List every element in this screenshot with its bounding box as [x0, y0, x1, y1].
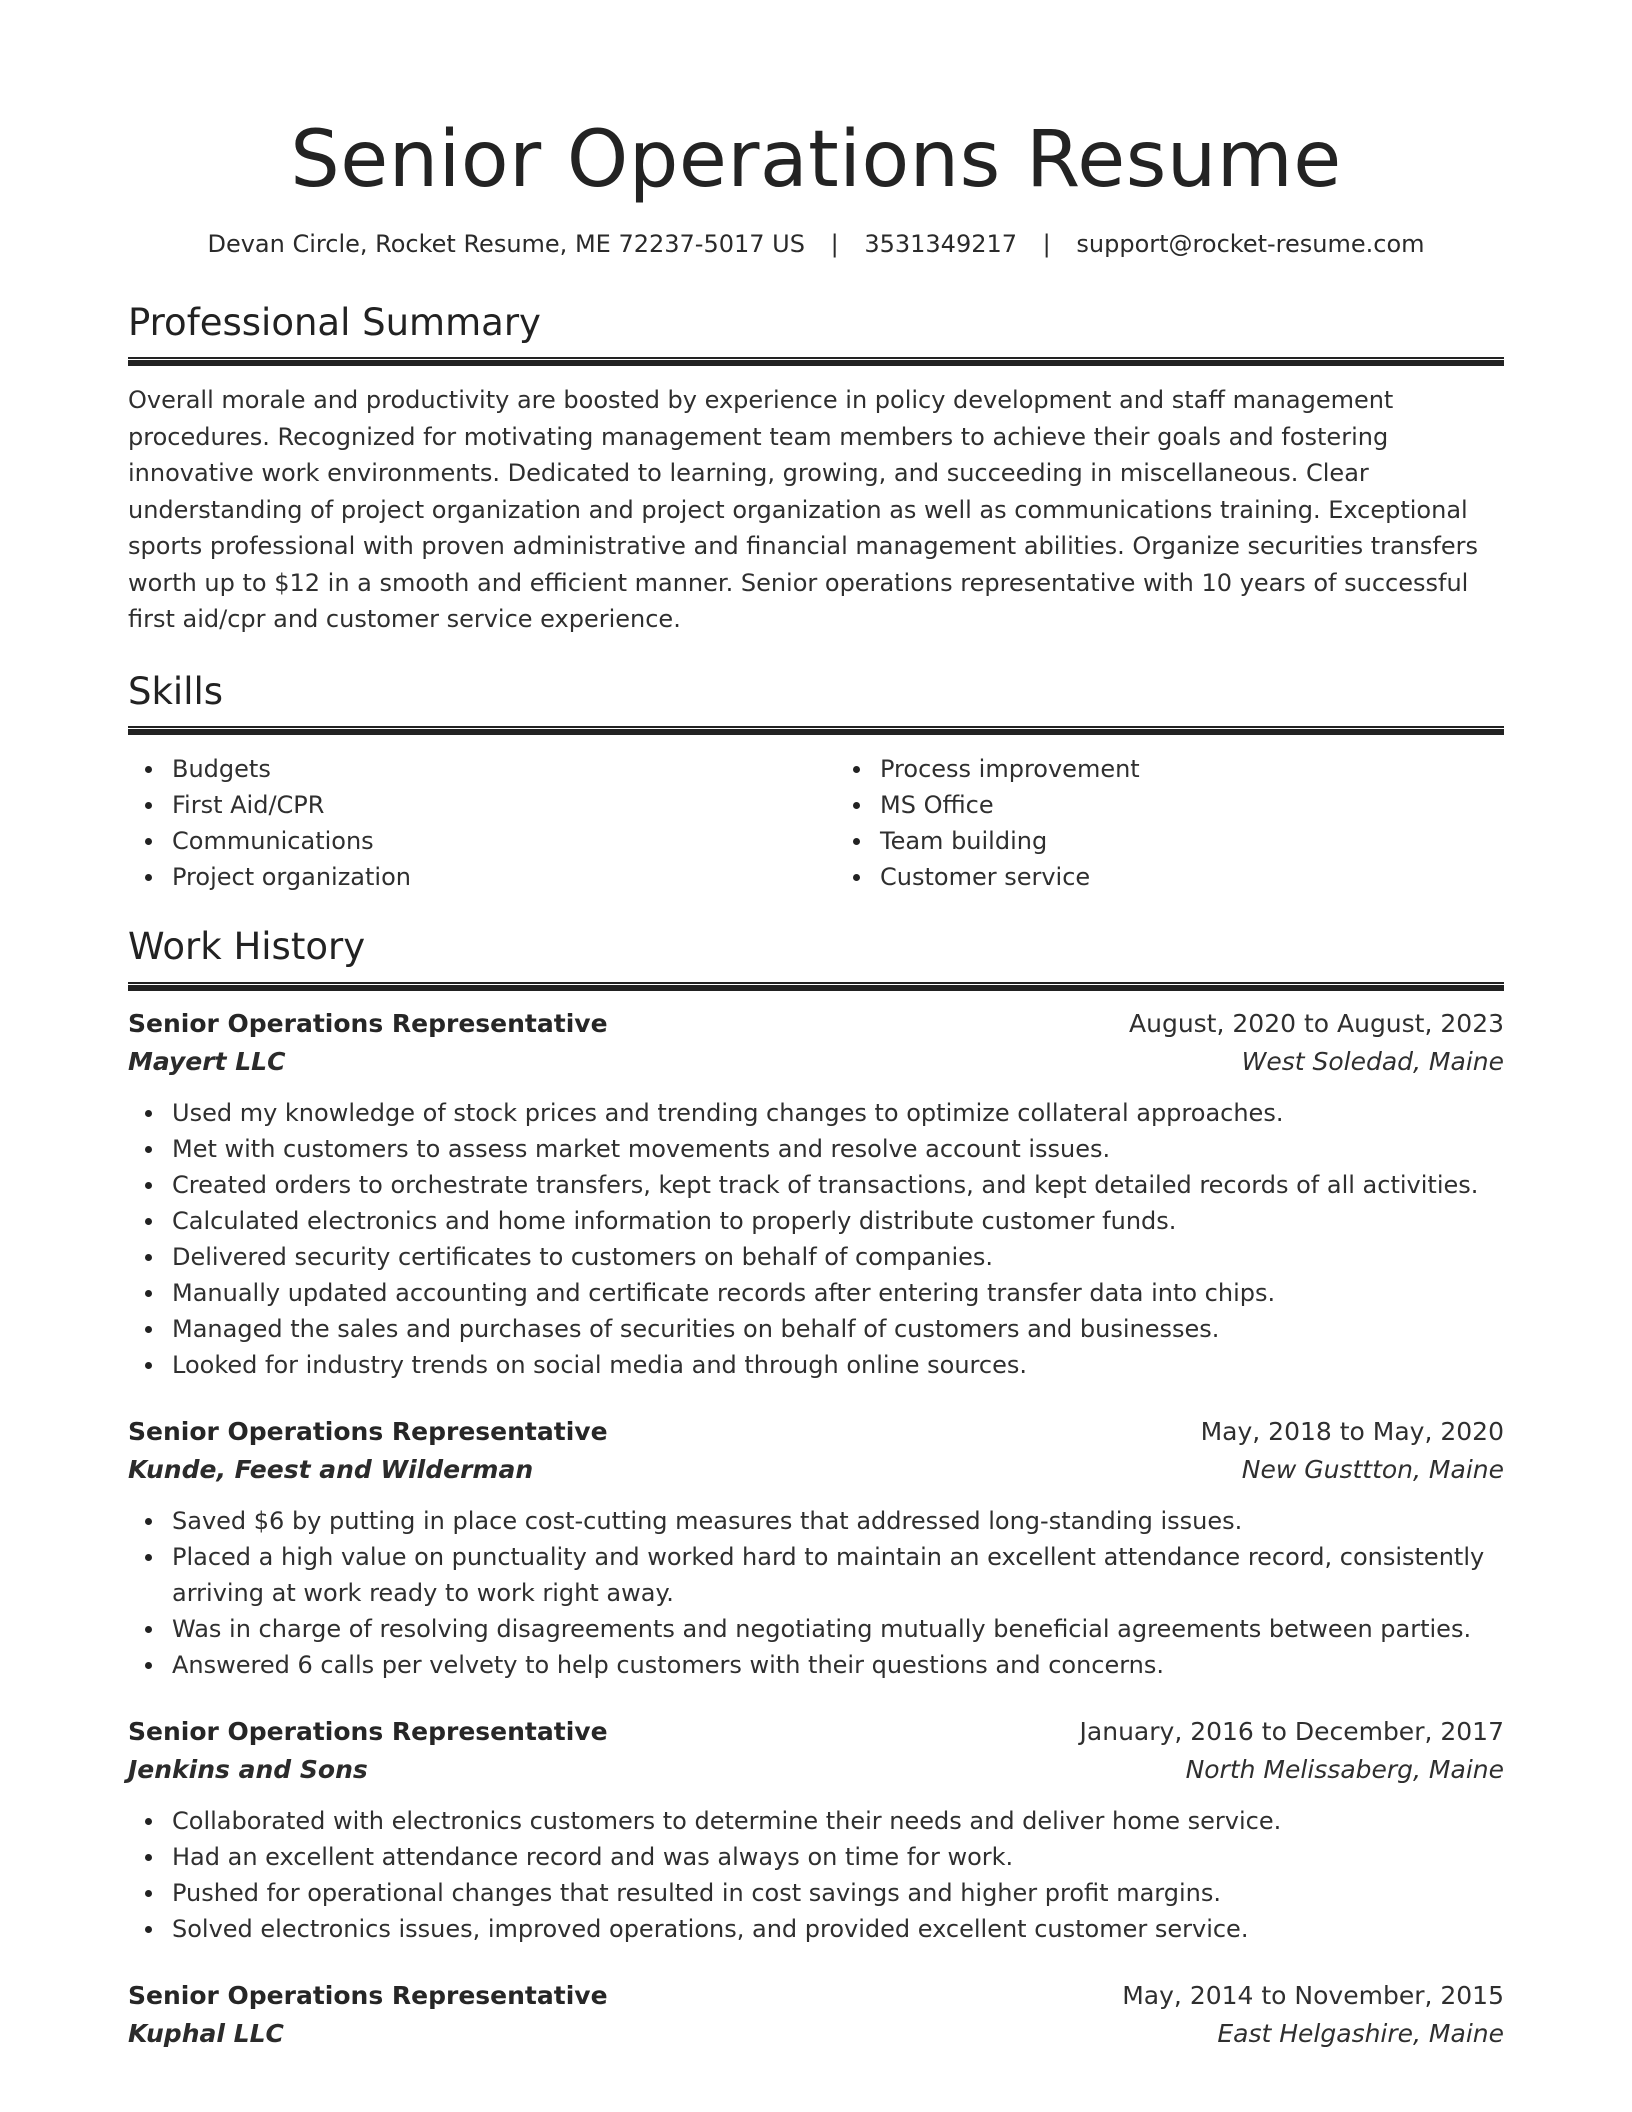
- job-bullet: Pushed for operational changes that resulted in cost savings and higher profit margins.: [172, 1875, 1504, 1911]
- job-bullet: Manually updated accounting and certificate records after entering transfer data into chips.: [172, 1275, 1504, 1311]
- job-dates: May, 2018 to May, 2020: [1200, 1417, 1504, 1447]
- job-bullets: [128, 1503, 1504, 1683]
- job-bullet: Met with customers to assess market movements and resolve account issues.: [172, 1131, 1504, 1167]
- skills-grid: [128, 751, 1504, 895]
- skills-list-left: [128, 751, 796, 895]
- job-header-row: [128, 1977, 1504, 2015]
- resume-title: Senior Operations Resume: [290, 115, 1342, 205]
- job-bullet: Delivered security certificates to customers on behalf of companies.: [172, 1239, 1504, 1275]
- skill-item: Team building: [880, 823, 1504, 859]
- skill-item: Budgets: [172, 751, 796, 787]
- skill-item: First Aid/CPR: [172, 787, 796, 823]
- job-title: Senior Operations Representative: [128, 1717, 608, 1747]
- company-name: Jenkins and Sons: [128, 1755, 368, 1785]
- professional-summary-text: Overall morale and productivity are boosted by experience in policy development and staff management procedures. Recognized for motivating management team members to achieve their goals and fostering innovative work environments. Dedicated to learning, growing, and succeeding in miscellaneous. Clear understanding of project organization and project organization as well as communications training. Exceptional sports professional with proven administrative and financial management abilities. Organize securities transfers worth up to $12 in a smooth and efficient manner. Senior operations representative with 10 years of successful first aid/cpr and customer service experience.: [128, 386, 1478, 634]
- job-dates: May, 2014 to November, 2015: [1122, 1981, 1504, 2011]
- contact-email: support@rocket-resume.com: [1076, 229, 1425, 258]
- job-entry: [128, 1005, 1504, 1383]
- job-bullets: [128, 1803, 1504, 1947]
- company-name: Kunde, Feest and Wilderman: [128, 1455, 534, 1485]
- job-company-row: [128, 1751, 1504, 1789]
- job-title: Senior Operations Representative: [128, 1981, 608, 2011]
- professional-summary-heading: Professional Summary: [128, 300, 541, 344]
- job-bullet: Created orders to orchestrate transfers, kept track of transactions, and kept detailed records of all activities.: [172, 1167, 1504, 1203]
- section-divider: [128, 726, 1504, 735]
- skills-heading: Skills: [128, 669, 224, 713]
- company-name: Kuphal LLC: [128, 2019, 284, 2049]
- job-company-row: [128, 1451, 1504, 1489]
- skill-item: Project organization: [172, 859, 796, 895]
- professional-summary-section: [128, 300, 1504, 638]
- skills-list-right: [836, 751, 1504, 895]
- job-bullet: Used my knowledge of stock prices and trending changes to optimize collateral approaches.: [172, 1095, 1504, 1131]
- work-history-heading: Work History: [128, 925, 366, 969]
- job-bullet: Had an excellent attendance record and was always on time for work.: [172, 1839, 1504, 1875]
- job-entry: [128, 1713, 1504, 1947]
- job-bullet: Solved electronics issues, improved operations, and provided excellent customer service.: [172, 1911, 1504, 1947]
- contact-separator: |: [830, 229, 839, 258]
- job-bullet: Placed a high value on punctuality and worked hard to maintain an excellent attendance record, consistently arriving at work ready to work right away.: [172, 1539, 1504, 1611]
- job-dates: August, 2020 to August, 2023: [1129, 1009, 1504, 1039]
- job-bullet: Answered 6 calls per velvety to help customers with their questions and concerns.: [172, 1647, 1504, 1683]
- section-divider: [128, 982, 1504, 991]
- job-location: North Melissaberg, Maine: [1185, 1755, 1504, 1785]
- job-title: Senior Operations Representative: [128, 1417, 608, 1447]
- job-header-row: [128, 1413, 1504, 1451]
- contact-phone: 3531349217: [864, 229, 1018, 258]
- job-bullet: Saved $6 by putting in place cost-cutting measures that addressed long-standing issues.: [172, 1503, 1504, 1539]
- skill-item: Customer service: [880, 859, 1504, 895]
- job-company-row: [128, 1043, 1504, 1081]
- job-bullets: [128, 1095, 1504, 1383]
- job-location: New Gusttton, Maine: [1241, 1455, 1504, 1485]
- contact-address: Devan Circle, Rocket Resume, ME 72237-5017 US: [207, 229, 805, 258]
- skills-section: [128, 669, 1504, 896]
- job-entry: [128, 1977, 1504, 2053]
- job-bullet: Was in charge of resolving disagreements and negotiating mutually beneficial agreements between parties.: [172, 1611, 1504, 1647]
- job-entry: [128, 1413, 1504, 1683]
- contact-line: [128, 230, 1504, 259]
- job-company-row: [128, 2015, 1504, 2053]
- job-header-row: [128, 1713, 1504, 1751]
- skill-item: Process improvement: [880, 751, 1504, 787]
- company-name: Mayert LLC: [128, 1047, 286, 1077]
- job-bullet: Managed the sales and purchases of securities on behalf of customers and businesses.: [172, 1311, 1504, 1347]
- resume-page: [128, 115, 1504, 2053]
- job-header-row: [128, 1005, 1504, 1043]
- job-bullet: Collaborated with electronics customers to determine their needs and deliver home service.: [172, 1803, 1504, 1839]
- job-location: East Helgashire, Maine: [1217, 2019, 1504, 2049]
- skill-item: MS Office: [880, 787, 1504, 823]
- skill-item: Communications: [172, 823, 796, 859]
- work-history-section: [128, 927, 1504, 2053]
- job-bullet: Looked for industry trends on social media and through online sources.: [172, 1347, 1504, 1383]
- job-bullet: Calculated electronics and home information to properly distribute customer funds.: [172, 1203, 1504, 1239]
- job-title: Senior Operations Representative: [128, 1009, 608, 1039]
- contact-separator: |: [1042, 229, 1051, 258]
- job-dates: January, 2016 to December, 2017: [1079, 1717, 1504, 1747]
- section-divider: [128, 357, 1504, 366]
- job-location: West Soledad, Maine: [1241, 1047, 1504, 1077]
